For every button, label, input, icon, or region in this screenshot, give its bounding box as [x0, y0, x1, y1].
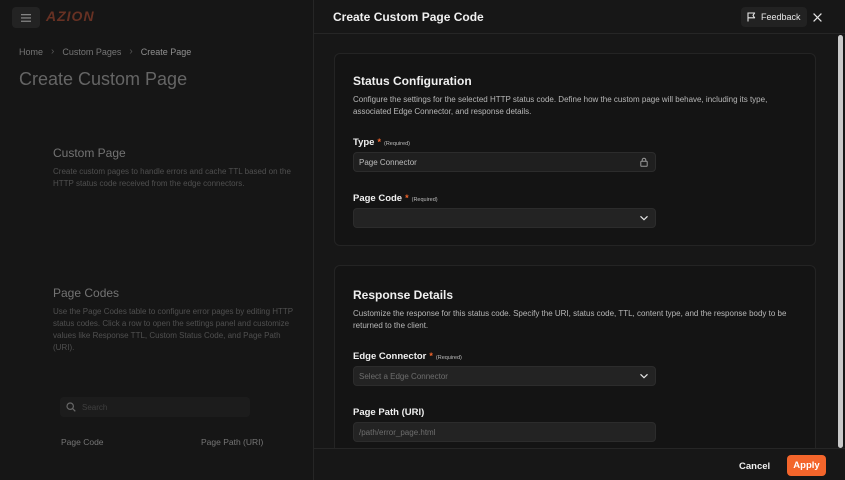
edge-connector-label-text: Edge Connector [353, 351, 427, 362]
custom-page-description: Create custom pages to handle errors and cache TTL based on the HTTP status code received from the edge connectors. [53, 167, 291, 188]
status-configuration-title: Status Configuration [353, 74, 472, 88]
page-code-label-text: Page Code [353, 193, 403, 204]
required-text: (Required) [383, 141, 410, 147]
status-configuration-description: Configure the settings for the selected HTTP status code. Define how the custom page will behave, including its type, associated Edge Connector, and response details. [353, 95, 768, 116]
page-path-label [353, 407, 424, 418]
page-codes-description: Use the Page Codes table to configure error pages by editing HTTP status codes. Click a row to open the settings panel and customize values like Response TTL, Custom Status Code, and Page Path (URI). [53, 307, 293, 352]
close-button[interactable] [808, 8, 826, 26]
required-asterisk: * [377, 137, 381, 147]
apply-button[interactable]: Apply [787, 455, 826, 476]
page-path-label-text: Page Path (URI) [353, 407, 425, 418]
drawer-scrollbar[interactable] [838, 35, 843, 448]
chevron-right-icon: › [129, 46, 133, 57]
page-code-label [353, 193, 438, 204]
drawer-header [314, 0, 845, 34]
custom-page-heading: Custom Page [53, 146, 126, 160]
required-text: (Required) [411, 197, 438, 203]
page-path-placeholder: /path/error_page.html [359, 427, 436, 437]
modal-overlay[interactable] [0, 0, 313, 480]
flag-icon [747, 12, 756, 22]
required-text: (Required) [435, 355, 462, 361]
search-placeholder: Search [82, 402, 108, 412]
page-codes-heading: Page Codes [53, 286, 120, 300]
drawer-body[interactable] [314, 35, 845, 448]
edge-connector-label [353, 351, 462, 362]
edge-connector-dropdown[interactable] [353, 366, 656, 386]
lock-icon [639, 157, 649, 167]
type-label-text: Type [353, 137, 375, 148]
breadcrumb-create-page: Create Page [140, 46, 192, 57]
chevron-down-icon [639, 213, 649, 223]
cancel-button[interactable]: Cancel [739, 460, 771, 472]
required-asterisk: * [405, 193, 409, 203]
column-header-page-code[interactable]: Page Code [61, 437, 104, 447]
close-icon [813, 13, 822, 22]
scrollbar-thumb[interactable] [838, 35, 843, 448]
feedback-button[interactable] [741, 7, 807, 27]
response-details-description: Customize the response for this status code. Specify the URI, status code, TTL, content type, and the response body to be returned to the client. [353, 309, 787, 330]
chevron-down-icon [639, 371, 649, 381]
breadcrumb-custom-pages[interactable]: Custom Pages [62, 46, 122, 57]
page-code-dropdown[interactable] [353, 208, 656, 228]
chevron-right-icon: › [51, 46, 55, 57]
background-page [0, 0, 313, 480]
drawer-title: Create Custom Page Code [333, 10, 484, 24]
page-path-input[interactable] [353, 422, 656, 442]
status-configuration-card [334, 53, 816, 246]
response-details-card [334, 265, 816, 448]
required-asterisk: * [429, 351, 433, 361]
type-field [353, 152, 656, 172]
create-custom-page-code-drawer [313, 0, 845, 480]
type-value: Page Connector [359, 157, 417, 167]
feedback-label: Feedback [761, 12, 801, 22]
type-label [353, 137, 410, 148]
column-header-page-path[interactable]: Page Path (URI) [201, 437, 264, 447]
response-details-title: Response Details [353, 288, 454, 302]
drawer-footer [314, 448, 845, 480]
breadcrumb-home[interactable]: Home [19, 46, 44, 57]
azion-logo[interactable]: AZION [46, 8, 95, 24]
page-title: Create Custom Page [19, 69, 188, 89]
edge-connector-placeholder: Select a Edge Connector [359, 371, 448, 381]
